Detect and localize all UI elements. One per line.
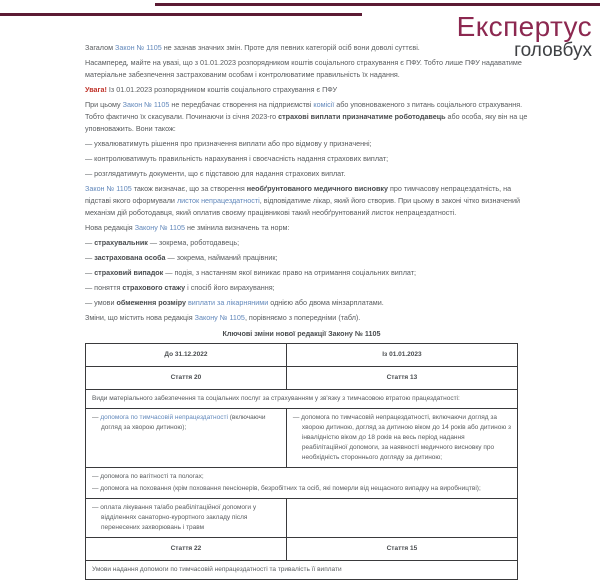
text-run: — умови xyxy=(85,298,117,307)
text-run: або особа, яку він на це уповноважить. Вони також: xyxy=(85,112,528,133)
text-run: Нова редакція xyxy=(85,223,135,232)
list-item: — розглядатимуть документи, що є підставою для надання страхових виплат. xyxy=(85,169,346,178)
list-item: — оплата лікування та/або реабілітаційної допомоги у відділеннях санаторно-курортного закладу після перенесених захворювань і травм xyxy=(92,504,257,531)
inline-link[interactable]: Закон № 1105 xyxy=(115,43,162,52)
logo-product-text: головбух xyxy=(514,40,592,62)
text-run: Загалом xyxy=(85,43,116,52)
paragraph-pfu xyxy=(85,57,534,81)
conditions-cell: Умови надання допомоги по тимчасовій непрацездатності та тривалість її виплати xyxy=(86,561,518,580)
article-body xyxy=(85,42,534,580)
bullet-list-definitions xyxy=(85,237,534,309)
benefits-after-cell xyxy=(286,409,517,468)
text-run: про тимчасову непрацездатність, на підставі якого оформували xyxy=(85,184,512,205)
list-item: — контролюватимуть правильність нарахування і своєчасність надання страхових виплат; xyxy=(85,154,389,163)
text-run: однією або двома мінзарплатами. xyxy=(268,298,384,307)
list-item: — ухвалюватимуть рішення про призначення виплати або про відмову у призначенні; xyxy=(85,139,372,148)
text-run: — зокрема, роботодавець; xyxy=(147,238,240,247)
table-caption: Ключові зміни нової редакції Закону № 1105 xyxy=(222,329,381,338)
inline-link[interactable]: допомога по тимчасовій непрацездатності xyxy=(100,414,228,421)
text-run: При цьому xyxy=(85,100,123,109)
list-item xyxy=(85,297,534,309)
statute-cell-after: Стаття 15 xyxy=(286,538,517,561)
list-item: — допомога по вагітності та пологах; xyxy=(92,473,204,480)
text-run: і спосіб його вирахування; xyxy=(185,283,275,292)
text-run: — допомога по тимчасовій непрацездатності, включаючи догляд за хворою дитиною, догляд за дитиною віком до 14 років або дитиною з інвалідністю віком до 18 років на весь період надання реабілітаційної допомоги, за наявності медичного висновку про необхідність стороннього догляду за дитиною; xyxy=(292,414,512,461)
list-item xyxy=(85,237,534,249)
text-run: — поняття xyxy=(85,283,123,292)
list-item xyxy=(85,267,534,279)
text-run: Із 01.01.2023 розпорядником коштів соціального страхування є ПФУ xyxy=(106,85,338,94)
letterhead-rule-left xyxy=(0,13,362,16)
inline-link[interactable]: Закону № 1105 xyxy=(134,223,185,232)
list-item xyxy=(92,413,280,433)
list-item xyxy=(85,282,534,294)
col-header-before: До 31.12.2022 xyxy=(86,344,287,367)
inline-link[interactable]: комісії xyxy=(313,100,335,109)
paragraph-unchanged-norms xyxy=(85,222,534,234)
inline-link[interactable]: виплати за лікарняними xyxy=(187,298,269,307)
inline-link[interactable]: Закон № 1105 xyxy=(85,184,132,193)
text-run: — xyxy=(92,414,101,421)
paragraph-alert xyxy=(85,84,534,96)
statute-cell-after: Стаття 13 xyxy=(286,367,517,390)
text-run: — xyxy=(85,268,95,277)
text-run: , порівняємо з попередніми (табл). xyxy=(244,313,361,322)
treatment-before-cell xyxy=(86,499,287,538)
statute-cell-before: Стаття 20 xyxy=(86,367,287,390)
text-run: обмеження розміру xyxy=(116,298,186,307)
text-run: — подія, з настанням якої виникає право на отримання соціальних виплат; xyxy=(163,268,417,277)
text-run: також визначає, що за створення xyxy=(131,184,247,193)
text-run: страхового стажу xyxy=(122,283,186,292)
text-run: не змінила визначень та норм: xyxy=(185,223,290,232)
text-run: (включаючи догляд за хворою дитиною); xyxy=(101,414,266,431)
list-item xyxy=(293,413,511,463)
table-row-period-headers xyxy=(86,344,518,367)
inline-link[interactable]: Закону № 1105 xyxy=(194,313,245,322)
list-item xyxy=(85,252,534,264)
text-run: — xyxy=(85,253,95,262)
inline-link[interactable]: Закон № 1105 xyxy=(122,100,170,109)
text-run: Увага! xyxy=(85,85,107,94)
text-run: Зміни, що містить нова редакція xyxy=(85,313,195,322)
text-run: необґрунтованого медичного висновку xyxy=(246,184,388,193)
text-run: застрахована особа xyxy=(94,253,166,262)
letterhead-rule-right xyxy=(155,3,600,6)
table-row-statute-bottom xyxy=(86,538,518,561)
benefit-types-intro-cell: Види матеріального забезпечення та соціальних послуг за страхуванням у зв'язку з тимчасовою втратою працездатності: xyxy=(86,390,518,409)
inline-link[interactable]: листок непрацездатності xyxy=(176,196,260,205)
text-run: Насамперед, майте на увазі, що з 01.01.2023 розпорядником коштів соціального страхування є ПФУ. Тобто лише ПФУ надаватиме матеріальне забезпечення застрахованим особам і контролюватиме правильність їх надання. xyxy=(85,58,522,79)
table-row-statute-top xyxy=(86,367,518,390)
treatment-after-cell xyxy=(286,499,517,538)
paragraph-intro xyxy=(85,42,534,54)
table-row-conditions xyxy=(86,561,518,580)
text-run: , відповідатиме лікар, який його створив. При цьому в законі чітко визначений механізм дій роботодавця, який оплатив своєму працівникові такий необґрунтований листок непрацездатності. xyxy=(85,196,521,217)
text-run: не передбачає створення на підприємстві xyxy=(169,100,314,109)
table-row-benefit-types-intro xyxy=(86,390,518,409)
text-run: страхові виплати призначатиме роботодавець xyxy=(278,112,446,121)
table-row-shared-benefits xyxy=(86,468,518,499)
shared-benefits-cell xyxy=(86,468,518,499)
text-run: страхувальник xyxy=(94,238,148,247)
table-row-benefits xyxy=(86,409,518,468)
text-run: страховий випадок xyxy=(94,268,164,277)
text-run: або уповноваженого з питань соціального страхування. Тобто фактично їх скасували. Починаючи із січня 2023-го xyxy=(85,100,523,121)
col-header-after: Із 01.01.2023 xyxy=(286,344,517,367)
table-row-treatment xyxy=(86,499,518,538)
paragraph-commission xyxy=(85,99,534,135)
benefits-before-cell xyxy=(86,409,287,468)
list-item: — допомога на поховання (крім поховання пенсіонерів, безробітних та осіб, які померли від нещасного випадку на виробництві); xyxy=(92,485,481,492)
bullet-list-employer-duties xyxy=(85,138,534,180)
text-run: — xyxy=(85,238,95,247)
text-run: — зокрема, найманий працівник; xyxy=(165,253,278,262)
paragraph-table-lead xyxy=(85,312,534,324)
statute-cell-before: Стаття 22 xyxy=(86,538,287,561)
text-run: не зазнав значних змін. Проте для певних категорій осіб вони доволі суттєві. xyxy=(161,43,420,52)
paragraph-medical-conclusion xyxy=(85,183,534,219)
logo-brand-text: Експертус xyxy=(456,11,592,42)
comparison-table xyxy=(85,343,518,580)
